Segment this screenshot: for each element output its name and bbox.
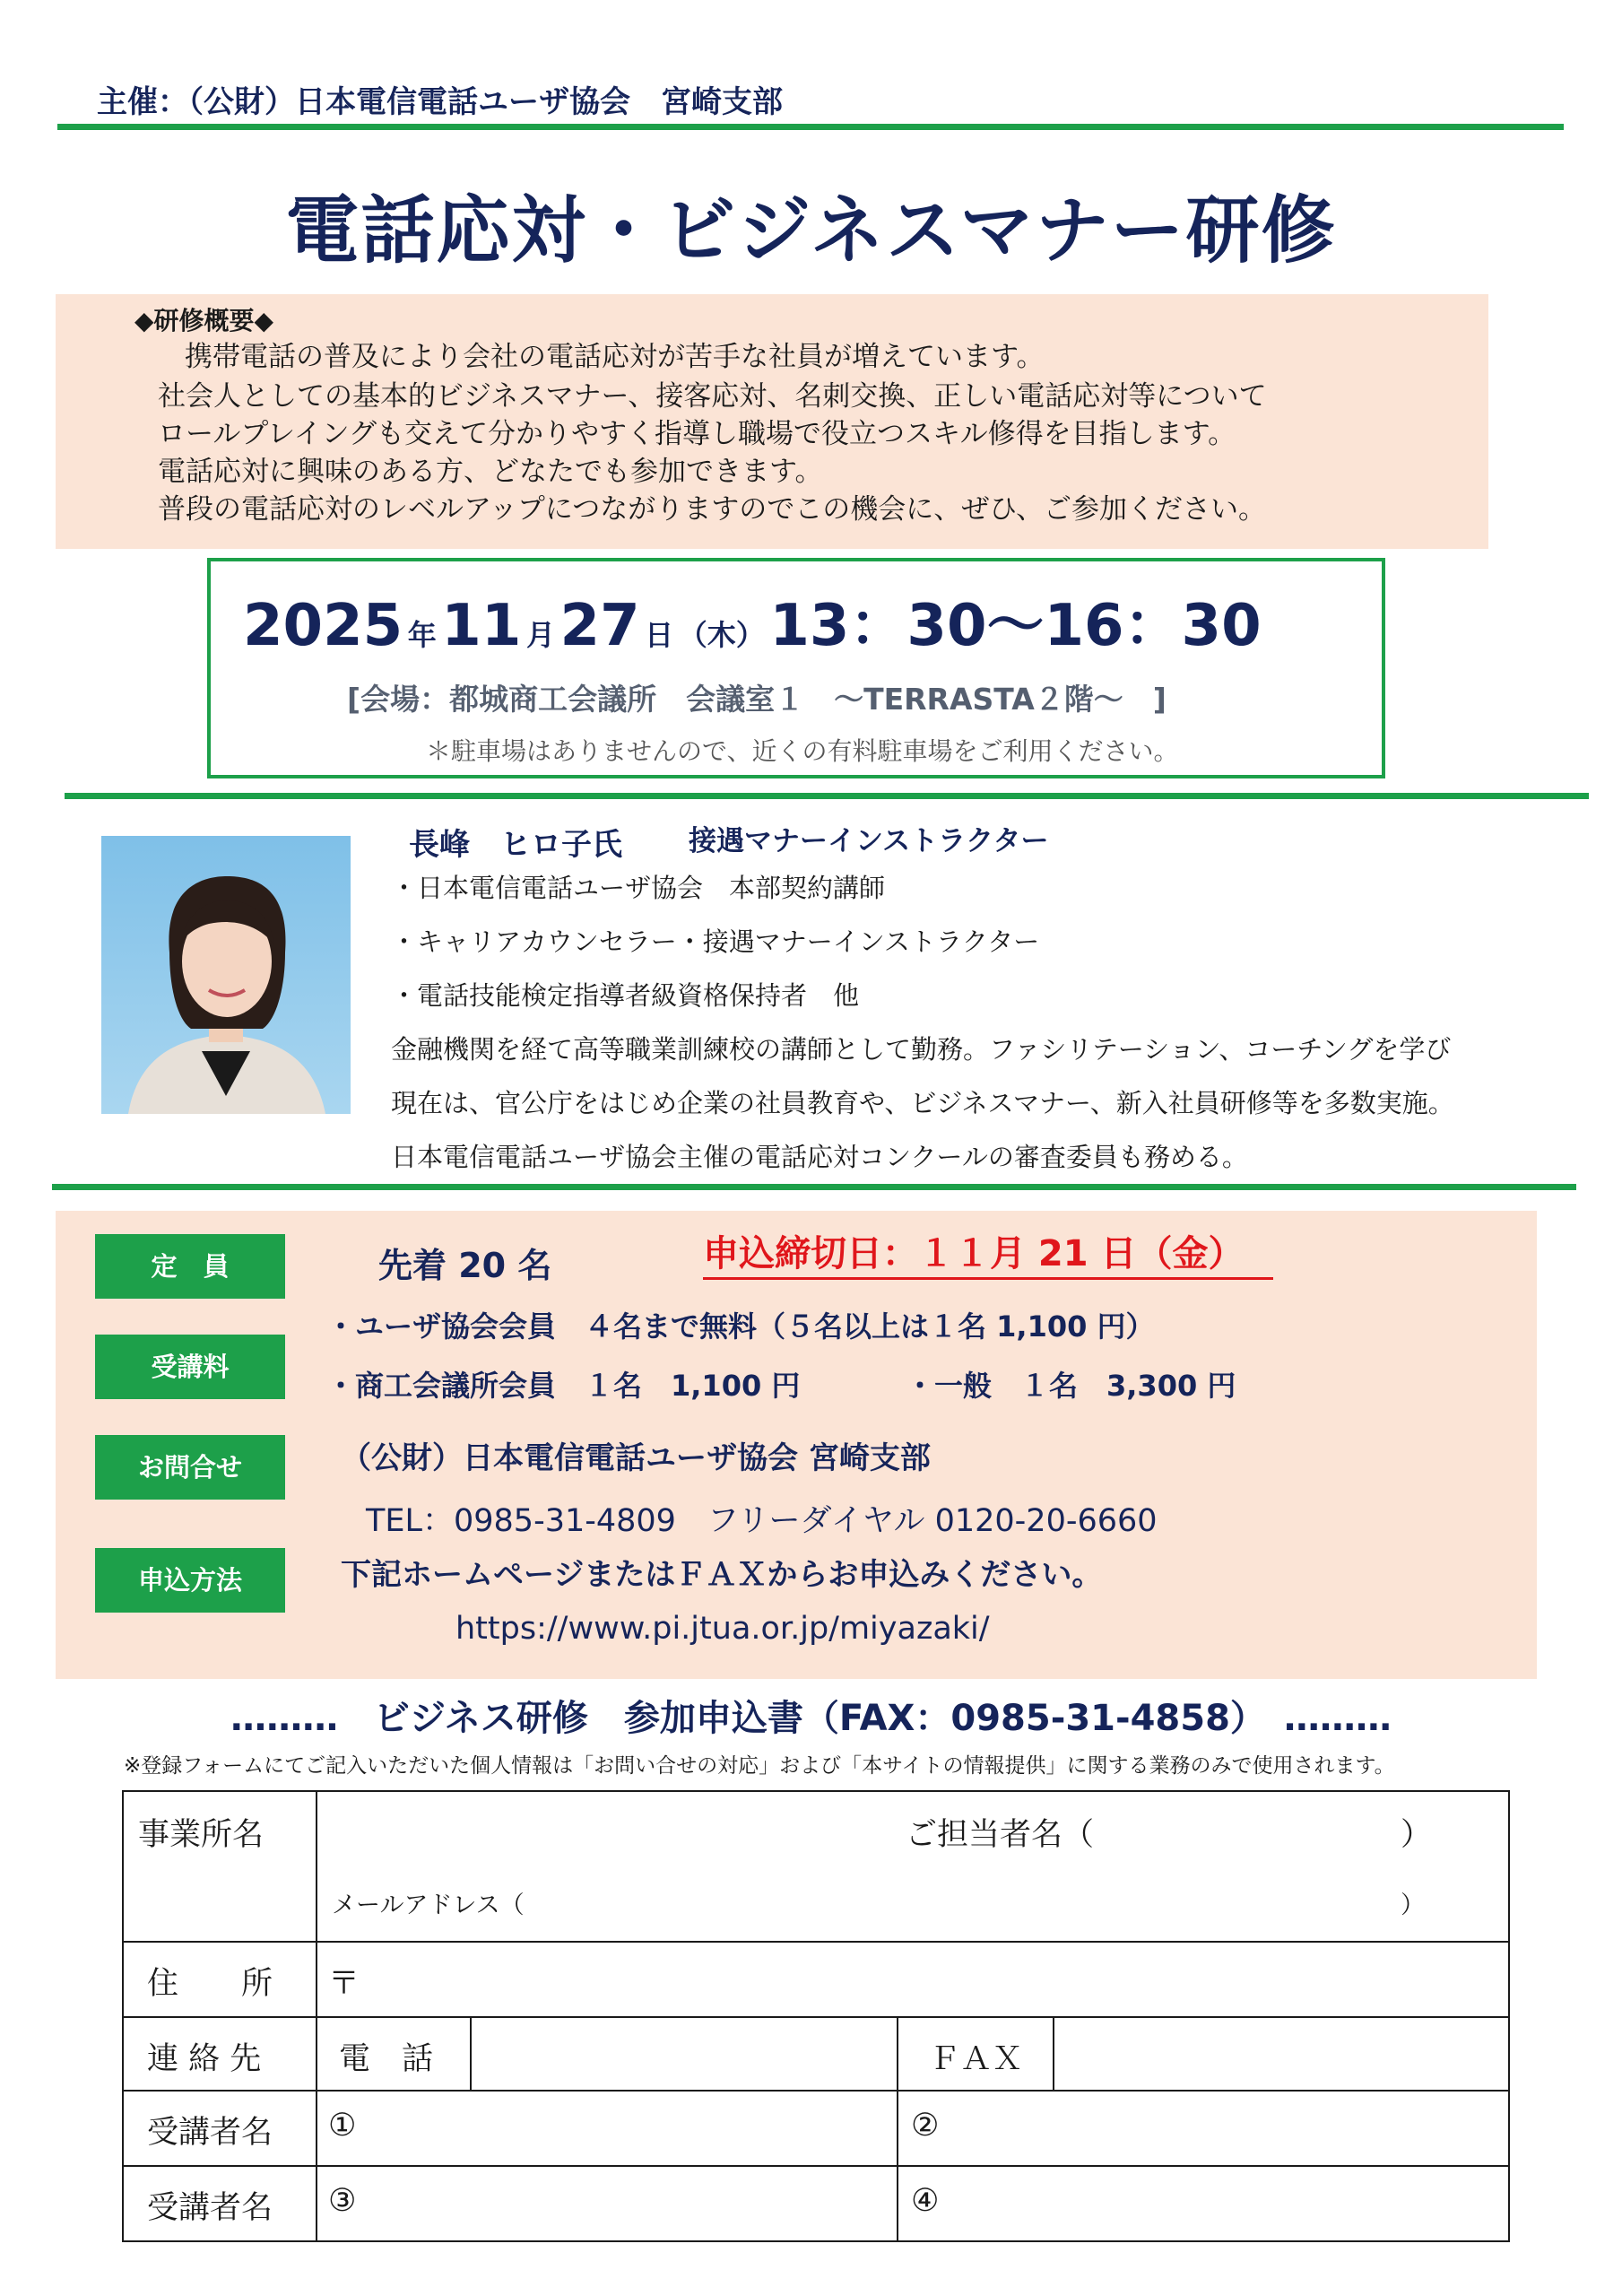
speaker-portrait-icon	[101, 836, 351, 1114]
attendee-number-3: ③	[328, 2183, 357, 2219]
event-year-unit: 年	[407, 618, 437, 652]
contact-tag: お問合せ	[95, 1435, 285, 1500]
email-label: メールアドレス（	[332, 1892, 525, 1919]
overview-line: 普段の電話応対のレベルアップにつながりますのでこの機会に、ぜひ、ご参加ください。	[158, 493, 1266, 526]
organizer-text: 主催：（公財）日本電信電話ユーザ協会 宮崎支部	[97, 84, 783, 120]
form-row-divider	[124, 1941, 1508, 1943]
overview-line: 電話応対に興味のある方、どなたでも参加できます。	[158, 456, 823, 488]
apply-method-tag: 申込方法	[95, 1548, 285, 1613]
fax-label: ＦＡＸ	[929, 2041, 1024, 2077]
phone-label: 電 話	[339, 2041, 434, 2077]
event-time: 13：30〜16：30	[769, 593, 1262, 659]
form-title: ……… ビジネス研修 参加申込書（FAX：0985-31-4858） ………	[230, 1698, 1392, 1739]
person-name-close: ）	[1401, 1817, 1433, 1853]
event-month-unit: 月	[525, 618, 555, 652]
info-section	[56, 1211, 1537, 1679]
speaker-credential: ・電話技能検定指導者級資格保持者 他	[391, 980, 860, 1011]
fee-tag: 受講料	[95, 1335, 285, 1399]
contact-tel: TEL：0985-31-4809 フリーダイヤル 0120-20-6660	[366, 1503, 1158, 1539]
form-col-divider	[897, 2016, 898, 2240]
speaker-name: 長峰 ヒロ子氏	[409, 827, 622, 863]
form-row-divider	[124, 2090, 1508, 2092]
capacity-tag: 定 員	[95, 1234, 285, 1299]
event-date	[243, 579, 1262, 662]
speaker-credential: ・日本電信電話ユーザ協会 本部契約講師	[391, 873, 886, 903]
form-row-divider	[124, 2165, 1508, 2167]
deadline-text: 申込締切日：１１月 21 日（金）	[703, 1233, 1245, 1274]
speaker-top-divider	[65, 793, 1589, 799]
attendee-label: 受講者名	[147, 2190, 273, 2226]
apply-instruction: 下記ホームページまたはＦＡＸからお申込みください。	[341, 1557, 1103, 1593]
speaker-bio-line: 日本電信電話ユーザ協会主催の電話応対コンクールの審査委員も務める。	[391, 1142, 1248, 1172]
contact-org: （公財）日本電信電話ユーザ協会 宮崎支部	[341, 1440, 931, 1476]
attendee-label: 受講者名	[147, 2115, 273, 2151]
deadline-underline	[703, 1277, 1273, 1280]
event-day: 27	[559, 593, 640, 659]
address-label: 住 所	[147, 1966, 273, 2002]
application-form-table	[122, 1790, 1510, 2242]
parking-note: ＊駐車場はありませんので、近くの有料駐車場をご利用ください。	[426, 736, 1179, 766]
privacy-note: ※登録フォームにてご記入いただいた個人情報は「お問い合せの対応」および「本サイトの情報提供」に関する業務のみで使用されます。	[124, 1754, 1395, 1778]
header-divider	[57, 124, 1564, 130]
contact-label: 連 絡 先	[147, 2041, 262, 2077]
form-col-divider	[1053, 2016, 1054, 2090]
speaker-credential: ・キャリアカウンセラー・接遇マナーインストラクター	[391, 926, 1040, 957]
overview-section	[56, 294, 1488, 549]
form-col-divider	[470, 2016, 472, 2090]
attendee-number-2: ②	[911, 2108, 940, 2144]
fee-general: ・一般 １名 3,300 円	[906, 1369, 1236, 1403]
attendee-number-1: ①	[328, 2108, 357, 2144]
fee-chamber: ・商工会議所会員 １名 1,100 円	[326, 1369, 801, 1403]
event-day-unit: 日	[645, 618, 674, 652]
attendee-number-4: ④	[911, 2183, 940, 2219]
event-datetime-box	[207, 558, 1385, 778]
person-name-label: ご担当者名（	[906, 1817, 1095, 1853]
event-venue: [会場：都城商工会議所 会議室１ 〜TERRASTA２階〜 ]	[347, 682, 1167, 717]
form-row-divider	[124, 2016, 1508, 2018]
overview-line: ロールプレイングも交えて分かりやすく指導し職場で役立つスキル修得を目指します。	[158, 418, 1236, 450]
speaker-title: 接遇マナーインストラクター	[689, 825, 1049, 857]
event-year: 2025	[243, 593, 403, 659]
event-weekday: （木）	[678, 618, 765, 652]
office-name-label: 事業所名	[138, 1817, 265, 1853]
email-close: ）	[1401, 1892, 1425, 1919]
speaker-bio-line: 現在は、官公庁をはじめ企業の社員教育や、ビジネスマナー、新入社員研修等を多数実施。	[391, 1088, 1454, 1118]
overview-line: 社会人としての基本的ビジネスマナー、接客応対、名刺交換、正しい電話応対等について	[158, 380, 1267, 413]
apply-url-link[interactable]: https://www.pi.jtua.or.jp/miyazaki/	[455, 1611, 990, 1647]
speaker-bottom-divider	[52, 1184, 1576, 1190]
speaker-photo	[101, 836, 351, 1114]
event-month: 11	[441, 593, 522, 659]
page-title: 電話応対・ビジネスマナー研修	[285, 188, 1337, 274]
capacity-value: 先着 20 名	[378, 1246, 552, 1285]
form-label-column-divider	[316, 1792, 317, 2240]
postal-mark-icon: 〒	[328, 1966, 360, 2002]
fee-member: ・ユーザ協会会員 ４名まで無料（５名以上は１名 1,100 円）	[326, 1309, 1155, 1344]
overview-heading: ◆研修概要◆	[134, 306, 274, 335]
speaker-bio-line: 金融機関を経て高等職業訓練校の講師として勤務。ファシリテーション、コーチングを学び	[391, 1034, 1452, 1065]
overview-line: 携帯電話の普及により会社の電話応対が苦手な社員が増えています。	[185, 341, 1045, 373]
